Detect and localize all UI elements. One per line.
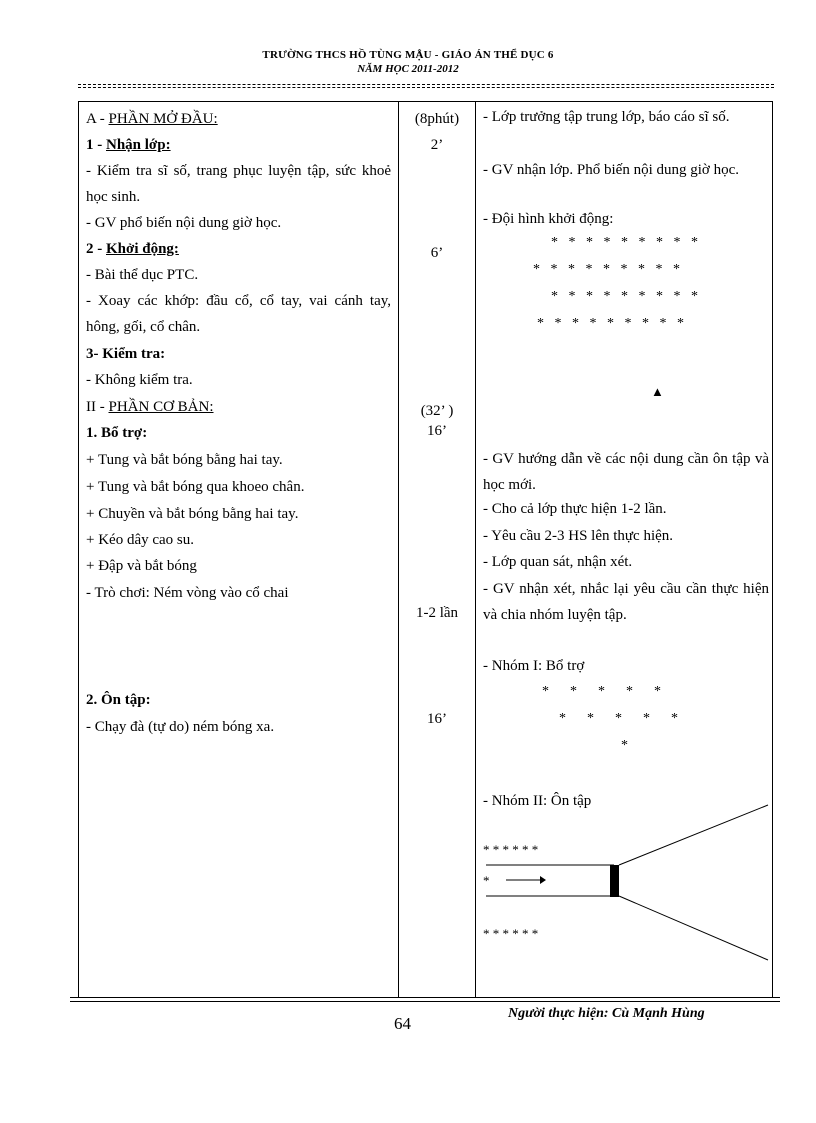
whole-class-text: - Cho cả lớp thực hiện 1-2 lần. [483, 501, 667, 517]
subsection-2-heading: 2 - Khởi động: [86, 241, 179, 257]
group-1-label: - Nhóm I: Bổ trợ [483, 658, 585, 674]
teacher-comments-text: - GV nhận xét, nhắc lại yêu cầu cần thực hiện và chia nhóm luyện tập. [483, 581, 769, 623]
support-item: + Kéo dây cao su. [86, 532, 195, 548]
throw-line-marker [610, 865, 619, 897]
ptc-exercise-text: - Bài thể dục PTC. [86, 267, 199, 283]
column-divider-1 [398, 101, 399, 998]
page-number: 64 [394, 1014, 411, 1033]
group-2-star-row-mid: * [483, 873, 490, 888]
bottom-rule [70, 997, 780, 998]
group-2-star-row-bot: * * * * * * [483, 926, 539, 941]
school-year: NĂM HỌC 2011-2012 [357, 63, 459, 75]
sector-lower-line [619, 896, 768, 960]
content-intro-text: - GV phổ biến nội dung giờ học. [86, 215, 282, 231]
teacher-guides-text: - GV hướng dẫn về các nội dung cần ôn tập và học mới. [483, 451, 769, 493]
time-warmup: 6’ [430, 245, 444, 261]
warmup-star-row: * * * * * * * * * [551, 289, 698, 304]
repetition-count: 1-2 lần [415, 605, 459, 621]
support-heading: 1. Bổ trợ: [86, 425, 148, 441]
header-divider-2 [78, 87, 774, 88]
teacher-receives-text: - GV nhận lớp. Phổ biến nội dung giờ học. [483, 162, 739, 178]
teacher-triangle-icon: ▲ [651, 384, 664, 399]
students-perform-text: - Yêu cầu 2-3 HS lên thực hiện. [483, 528, 674, 544]
warmup-star-row: * * * * * * * * * [533, 262, 680, 277]
check-attendance-text: - Kiểm tra sĩ số, trang phục luyện tập, sức khoẻ học sinh. [86, 163, 391, 205]
run-direction-arrow-icon [540, 876, 546, 884]
sector-upper-line [619, 805, 768, 865]
support-item: + Chuyền và bắt bóng bằng hai tay. [86, 506, 299, 522]
review-heading: 2. Ôn tập: [86, 692, 151, 708]
group-1-star-row: * * * * * [559, 711, 678, 726]
time-intro: (8phút) [414, 111, 460, 127]
throwing-field-diagram [476, 795, 773, 970]
bottom-rule-2 [70, 1001, 780, 1002]
group-2-label: - Nhóm II: Ôn tập [483, 793, 592, 809]
warmup-star-row: * * * * * * * * * [537, 316, 684, 331]
subsection-3-heading: 3- Kiểm tra: [86, 346, 166, 362]
section-b-heading: II - PHẦN CƠ BẢN: [86, 399, 214, 415]
group-1-star-row: * * * * * [542, 684, 661, 699]
subsection-1-heading: 1 - Nhận lớp: [86, 137, 171, 153]
support-item: + Đập và bắt bóng [86, 558, 197, 574]
time-support: 16’ [427, 423, 447, 439]
joint-rotation-text: - Xoay các khớp: đầu cổ, cổ tay, vai cánh tay, hông, gối, cổ chân. [86, 293, 391, 335]
group-1-star-row: * [621, 738, 628, 753]
class-monitor-text: - Lớp trưởng tập trung lớp, báo cáo sĩ số. [483, 109, 730, 125]
time-attendance: 2’ [430, 137, 444, 153]
support-item: + Tung và bắt bóng qua khoeo chân. [86, 479, 305, 495]
school-header: TRƯỜNG THCS HỒ TÙNG MẬU - GIÁO ÁN THỂ DỤC 6 [262, 49, 554, 61]
game-item: - Trò chơi: Ném vòng vào cổ chai [86, 585, 289, 601]
no-check-text: - Không kiểm tra. [86, 372, 193, 388]
time-main: (32’ ) [420, 403, 454, 419]
review-item: - Chạy đà (tự do) ném bóng xa. [86, 719, 275, 735]
time-review: 16’ [427, 711, 447, 727]
warmup-formation-label: - Đội hình khởi động: [483, 211, 614, 227]
header-divider [78, 84, 774, 85]
observe-text: - Lớp quan sát, nhận xét. [483, 554, 633, 570]
support-item: + Tung và bắt bóng bằng hai tay. [86, 452, 283, 468]
warmup-star-row: * * * * * * * * * [551, 235, 698, 250]
section-a-heading: A - PHẦN MỞ ĐẦU: [86, 111, 218, 127]
group-2-star-row-top: * * * * * * [483, 842, 539, 857]
author-footer: Người thực hiện: Cù Mạnh Hùng [508, 1006, 705, 1021]
